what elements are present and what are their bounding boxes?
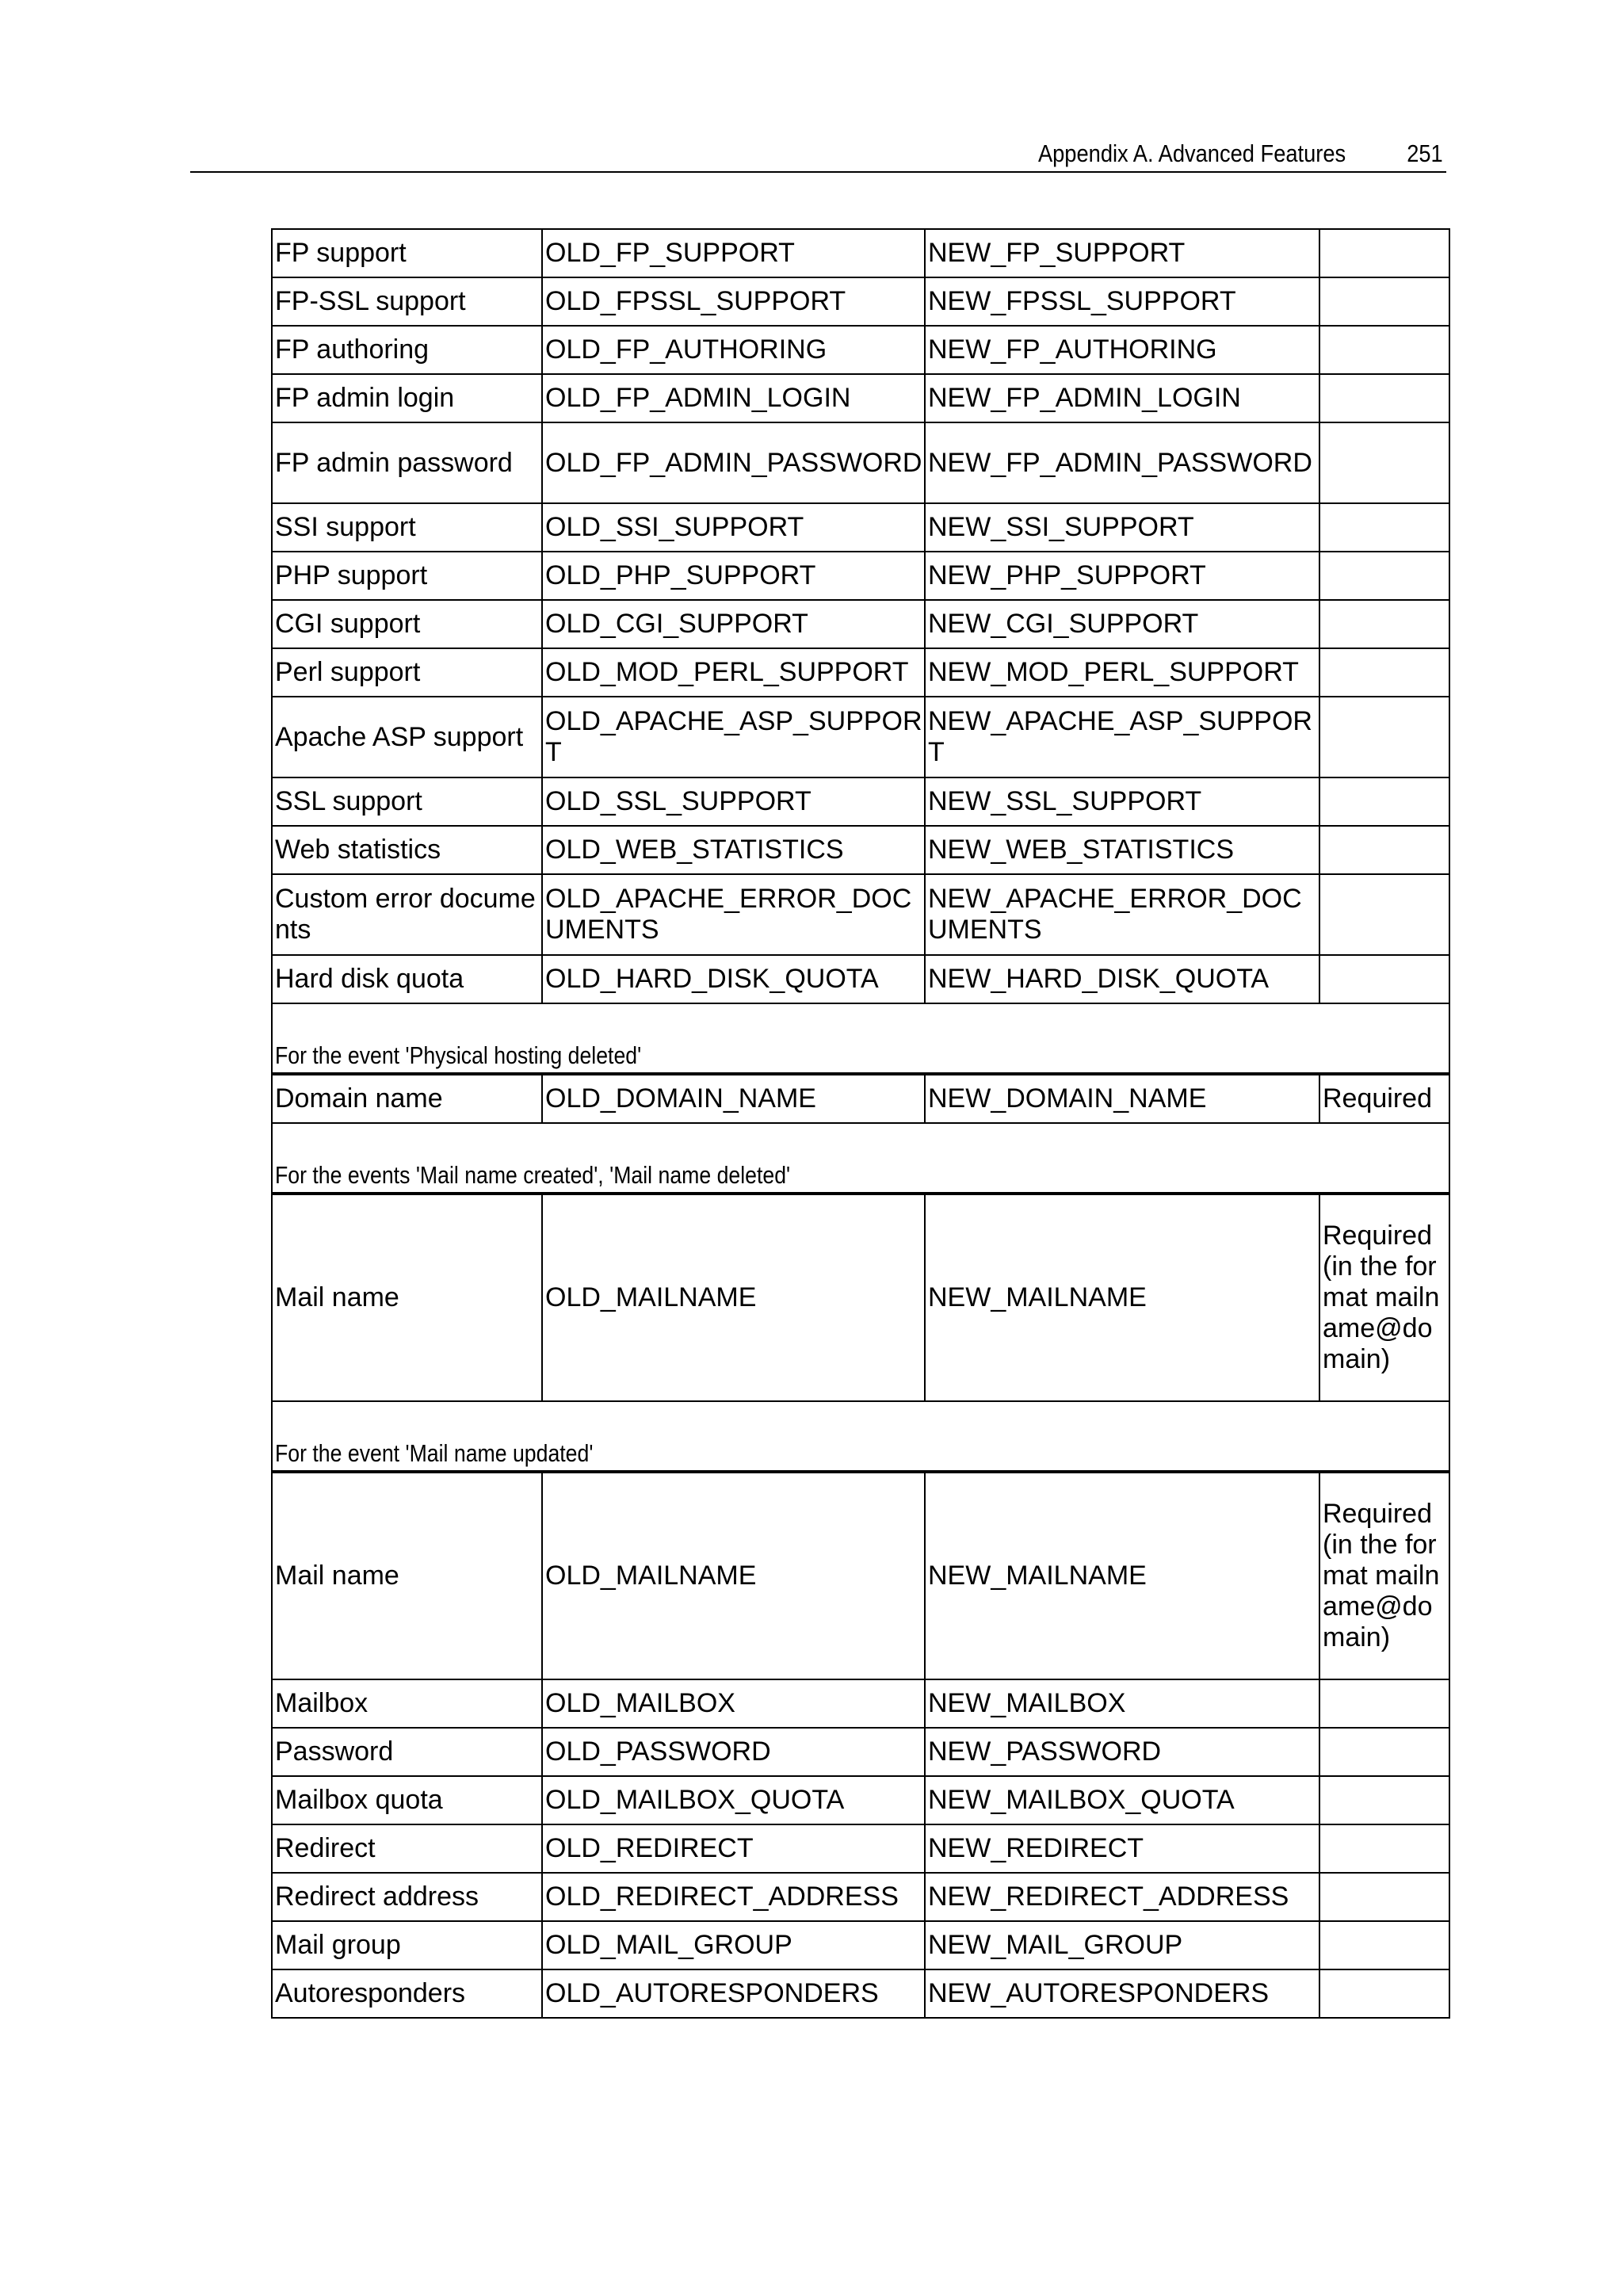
old-variable-cell: OLD_PHP_SUPPORT	[542, 552, 925, 600]
table-row	[272, 1873, 1449, 1921]
new-variable-cell: NEW_HARD_DISK_QUOTA	[925, 955, 1319, 1003]
old-variable-cell: OLD_FP_ADMIN_LOGIN	[542, 374, 925, 422]
new-variable-cell: NEW_MAILBOX	[925, 1679, 1319, 1728]
section-heading-row	[272, 1123, 1449, 1194]
old-variable-cell: OLD_APACHE_ERROR_DOCUMENTS	[542, 874, 925, 955]
section-heading-row	[272, 1003, 1449, 1074]
new-variable-cell: NEW_MAIL_GROUP	[925, 1921, 1319, 1969]
requirement-cell	[1319, 648, 1449, 697]
parameter-name-cell: FP authoring	[272, 326, 542, 374]
parameter-name-cell: FP-SSL support	[272, 277, 542, 326]
table-row	[272, 552, 1449, 600]
new-variable-cell: NEW_CGI_SUPPORT	[925, 600, 1319, 648]
section-heading	[272, 1123, 1449, 1194]
table-row	[272, 503, 1449, 552]
old-variable-cell: OLD_CGI_SUPPORT	[542, 600, 925, 648]
requirement-cell	[1319, 1679, 1449, 1728]
requirement-cell	[1319, 600, 1449, 648]
old-variable-cell: OLD_MOD_PERL_SUPPORT	[542, 648, 925, 697]
parameter-name-cell: FP support	[272, 229, 542, 277]
mail-created-deleted-group	[272, 1123, 1449, 1401]
table-row	[272, 1472, 1449, 1679]
section-heading-text: For the event 'Physical hosting deleted'	[275, 1041, 642, 1069]
old-variable-cell: OLD_SSI_SUPPORT	[542, 503, 925, 552]
requirement-cell	[1319, 1728, 1449, 1776]
table-row	[272, 777, 1449, 826]
new-variable-cell: NEW_REDIRECT	[925, 1824, 1319, 1873]
requirement-cell	[1319, 422, 1449, 503]
new-variable-cell: NEW_MOD_PERL_SUPPORT	[925, 648, 1319, 697]
table-row	[272, 1194, 1449, 1401]
old-variable-cell: OLD_MAILBOX_QUOTA	[542, 1776, 925, 1824]
requirement-cell	[1319, 1873, 1449, 1921]
section-heading-row	[272, 1401, 1449, 1472]
new-variable-cell: NEW_FP_ADMIN_PASSWORD	[925, 422, 1319, 503]
requirement-cell	[1319, 503, 1449, 552]
parameter-name-cell: PHP support	[272, 552, 542, 600]
new-variable-cell: NEW_FP_SUPPORT	[925, 229, 1319, 277]
table-row	[272, 1074, 1449, 1123]
new-variable-cell: NEW_PASSWORD	[925, 1728, 1319, 1776]
new-variable-cell: NEW_MAILNAME	[925, 1194, 1319, 1401]
page-number: 251	[1407, 139, 1443, 167]
old-variable-cell: OLD_PASSWORD	[542, 1728, 925, 1776]
parameter-name-cell: SSL support	[272, 777, 542, 826]
parameter-name-cell: Hard disk quota	[272, 955, 542, 1003]
new-variable-cell: NEW_MAILBOX_QUOTA	[925, 1776, 1319, 1824]
new-variable-cell: NEW_MAILNAME	[925, 1472, 1319, 1679]
old-variable-cell: OLD_MAILNAME	[542, 1194, 925, 1401]
table-row	[272, 1776, 1449, 1824]
new-variable-cell: NEW_DOMAIN_NAME	[925, 1074, 1319, 1123]
page-header	[190, 135, 1446, 173]
requirement-cell	[1319, 1969, 1449, 2018]
table-row	[272, 422, 1449, 503]
parameter-name-cell: Mail name	[272, 1472, 542, 1679]
old-variable-cell: OLD_WEB_STATISTICS	[542, 826, 925, 874]
mail-updated-group	[272, 1401, 1449, 2018]
table-row	[272, 1921, 1449, 1969]
new-variable-cell: NEW_PHP_SUPPORT	[925, 552, 1319, 600]
parameter-name-cell: Custom error documents	[272, 874, 542, 955]
new-variable-cell: NEW_AUTORESPONDERS	[925, 1969, 1319, 2018]
table-row	[272, 326, 1449, 374]
table-row	[272, 1824, 1449, 1873]
section-heading	[272, 1003, 1449, 1074]
parameter-name-cell: Redirect address	[272, 1873, 542, 1921]
parameter-name-cell: Redirect	[272, 1824, 542, 1873]
requirement-cell	[1319, 326, 1449, 374]
section-heading	[272, 1401, 1449, 1472]
new-variable-cell: NEW_FP_ADMIN_LOGIN	[925, 374, 1319, 422]
requirement-cell	[1319, 955, 1449, 1003]
table-row	[272, 955, 1449, 1003]
running-header-title: Appendix A. Advanced Features	[1037, 139, 1346, 167]
physical-hosting-deleted-group	[272, 1003, 1449, 1123]
new-variable-cell: NEW_APACHE_ERROR_DOCUMENTS	[925, 874, 1319, 955]
requirement-cell: Required (in the format mailname@domain)	[1319, 1194, 1449, 1401]
old-variable-cell: OLD_APACHE_ASP_SUPPORT	[542, 697, 925, 777]
hosting-parameters-group	[272, 229, 1449, 1003]
new-variable-cell: NEW_APACHE_ASP_SUPPORT	[925, 697, 1319, 777]
parameter-name-cell: Password	[272, 1728, 542, 1776]
old-variable-cell: OLD_REDIRECT	[542, 1824, 925, 1873]
parameter-name-cell: FP admin login	[272, 374, 542, 422]
table-row	[272, 697, 1449, 777]
old-variable-cell: OLD_HARD_DISK_QUOTA	[542, 955, 925, 1003]
old-variable-cell: OLD_FP_SUPPORT	[542, 229, 925, 277]
requirement-cell: Required	[1319, 1074, 1449, 1123]
table-row	[272, 874, 1449, 955]
requirement-cell	[1319, 777, 1449, 826]
parameter-name-cell: CGI support	[272, 600, 542, 648]
requirement-cell	[1319, 1921, 1449, 1969]
new-variable-cell: NEW_FP_AUTHORING	[925, 326, 1319, 374]
table-row	[272, 648, 1449, 697]
parameter-name-cell: Apache ASP support	[272, 697, 542, 777]
requirement-cell	[1319, 229, 1449, 277]
old-variable-cell: OLD_FP_AUTHORING	[542, 326, 925, 374]
old-variable-cell: OLD_REDIRECT_ADDRESS	[542, 1873, 925, 1921]
new-variable-cell: NEW_SSI_SUPPORT	[925, 503, 1319, 552]
section-heading-text: For the event 'Mail name updated'	[275, 1439, 594, 1467]
requirement-cell	[1319, 697, 1449, 777]
table-row	[272, 600, 1449, 648]
old-variable-cell: OLD_MAILNAME	[542, 1472, 925, 1679]
requirement-cell	[1319, 1776, 1449, 1824]
parameter-name-cell: Mail name	[272, 1194, 542, 1401]
old-variable-cell: OLD_FPSSL_SUPPORT	[542, 277, 925, 326]
table-row	[272, 229, 1449, 277]
requirement-cell	[1319, 277, 1449, 326]
new-variable-cell: NEW_REDIRECT_ADDRESS	[925, 1873, 1319, 1921]
old-variable-cell: OLD_DOMAIN_NAME	[542, 1074, 925, 1123]
parameter-name-cell: Perl support	[272, 648, 542, 697]
table-row	[272, 374, 1449, 422]
requirement-cell	[1319, 552, 1449, 600]
old-variable-cell: OLD_MAILBOX	[542, 1679, 925, 1728]
parameter-name-cell: Mailbox	[272, 1679, 542, 1728]
old-variable-cell: OLD_SSL_SUPPORT	[542, 777, 925, 826]
parameter-name-cell: Mailbox quota	[272, 1776, 542, 1824]
table-row	[272, 1728, 1449, 1776]
parameter-name-cell: Domain name	[272, 1074, 542, 1123]
parameter-name-cell: Autoresponders	[272, 1969, 542, 2018]
requirement-cell	[1319, 826, 1449, 874]
parameter-name-cell: SSI support	[272, 503, 542, 552]
parameter-name-cell: FP admin password	[272, 422, 542, 503]
new-variable-cell: NEW_WEB_STATISTICS	[925, 826, 1319, 874]
table-row	[272, 826, 1449, 874]
old-variable-cell: OLD_AUTORESPONDERS	[542, 1969, 925, 2018]
parameter-name-cell: Web statistics	[272, 826, 542, 874]
requirement-cell	[1319, 874, 1449, 955]
section-heading-text: For the events 'Mail name created', 'Mail name deleted'	[275, 1161, 791, 1189]
requirement-cell	[1319, 374, 1449, 422]
event-parameters-table	[271, 228, 1450, 2019]
new-variable-cell: NEW_FPSSL_SUPPORT	[925, 277, 1319, 326]
table-row	[272, 277, 1449, 326]
requirement-cell: Required (in the format mailname@domain)	[1319, 1472, 1449, 1679]
table-row	[272, 1679, 1449, 1728]
parameter-name-cell: Mail group	[272, 1921, 542, 1969]
table-row	[272, 1969, 1449, 2018]
old-variable-cell: OLD_FP_ADMIN_PASSWORD	[542, 422, 925, 503]
old-variable-cell: OLD_MAIL_GROUP	[542, 1921, 925, 1969]
new-variable-cell: NEW_SSL_SUPPORT	[925, 777, 1319, 826]
requirement-cell	[1319, 1824, 1449, 1873]
